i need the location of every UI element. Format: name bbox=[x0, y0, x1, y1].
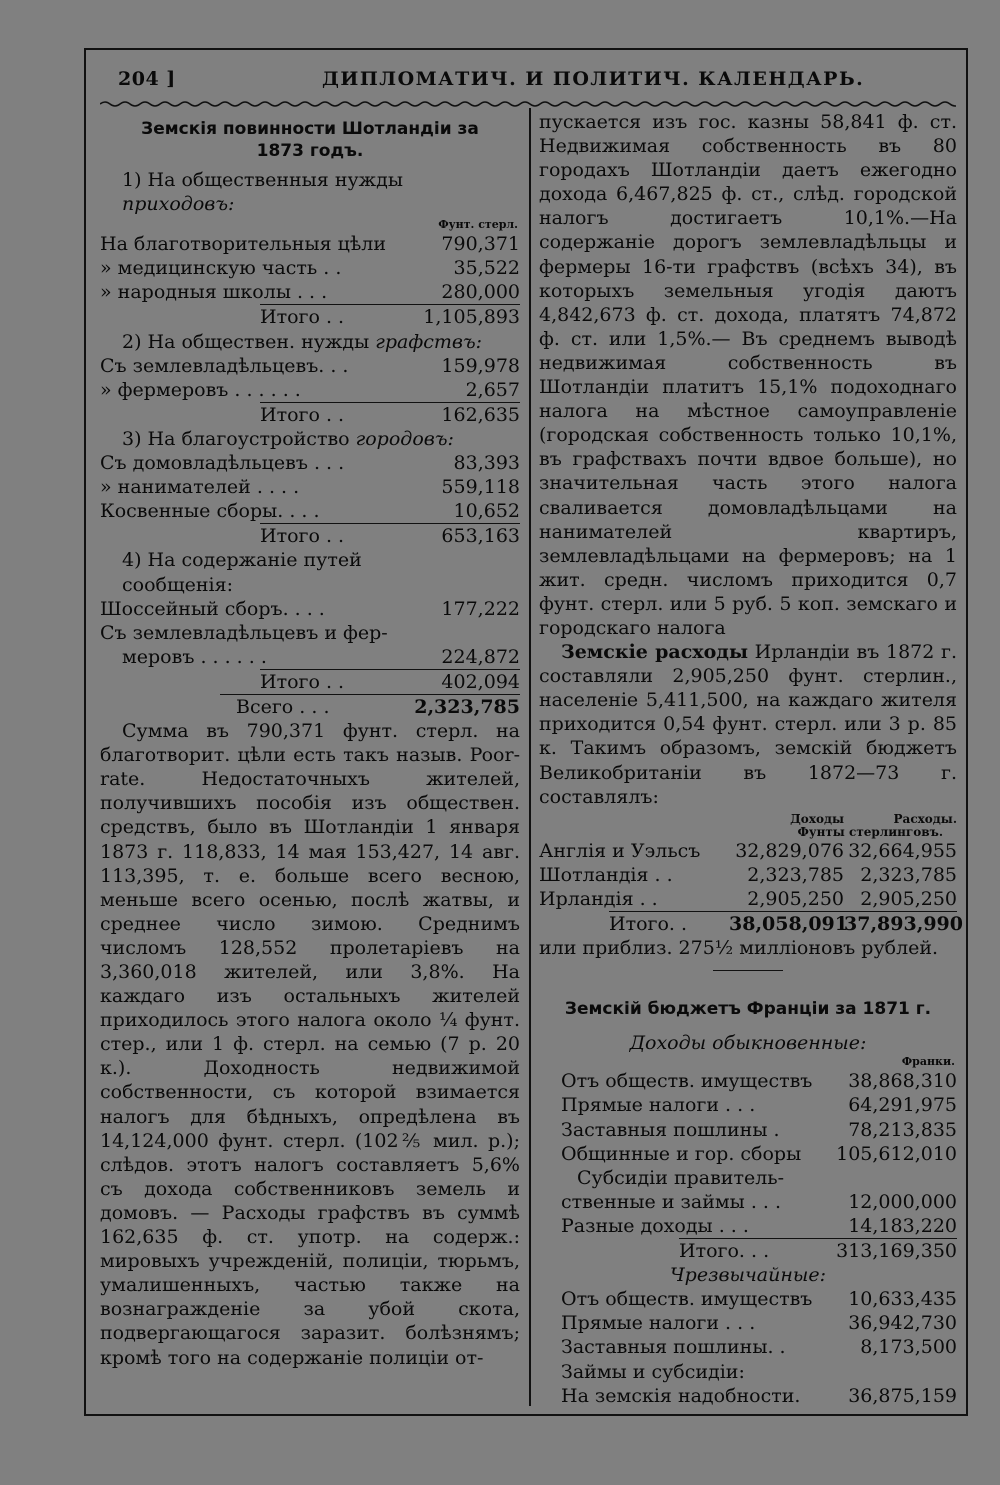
table-row-continued: Займы и субсидіи: bbox=[561, 1360, 745, 1383]
body-paragraph: пускается изъ гос. казны 58,841 ф. ст. Недвижимая собственность въ 80 городахъ Шотландіи даетъ ежегодно дохода 6,467,825 ф. ст., слѣд. городской налогъ достигаетъ 10,1%.—На содержаніе дорогъ землевладѣльцы и фермеры 16-ти графствъ (всѣхъ 34), въ которыхъ земельныя угодія даютъ 4,842,673 ф. ст. дохода, платятъ 74,872 ф. ст. или 1,5%.— Въ среднемъ выводѣ недвижимая собственность въ Шотландіи платитъ 15,1% подоходнаго налога на мѣстное самоуправленіе (городская собственность только 10,1%, въ графствахъ почти вдвое больше), но значительная часть этого налога сваливается домовладѣльцами на нанимателей квартиръ, землевладѣльцами на фермеровъ; на 1 жит. средн. числомъ приходится 0,7 фунт. стерл. или 5 руб. 5 коп. земскаго и городскаго налога bbox=[539, 111, 957, 639]
right-column bbox=[539, 110, 963, 1408]
subsection-heading: Чрезвычайные: bbox=[669, 1264, 826, 1287]
table-row: Съ домовладѣльцевъ . . . 83,393 bbox=[100, 452, 520, 475]
table-row: » нанимателей . . . . 559,118 bbox=[100, 476, 520, 499]
table-row: Косвенные сборы. . . . 10,652 bbox=[100, 500, 520, 523]
subtotal-row: Итого . . 162,635 bbox=[260, 403, 520, 426]
table-row: Общинные и гор. сборы 105,612,010 bbox=[561, 1142, 957, 1165]
section-heading-3: 3) На благоустройство городовъ: bbox=[122, 427, 454, 450]
table-units: Фунты стерлинговъ. bbox=[797, 824, 943, 839]
section-heading-2: 2) На обществен. нужды графствъ: bbox=[122, 330, 483, 353]
table-row: Англія и Уэльсъ 32,829,076 32,664,955 bbox=[539, 839, 957, 862]
table-row: Шотландія . . 2,323,785 2,323,785 bbox=[539, 863, 957, 886]
body-paragraph: Земскіе расходы Ирландіи въ 1872 г. составляли 2,905,250 фунт. стерлин., населеніе 5,411,500, на каждаго жителя приходится 0,54 фунт. стерл. или 3 р. 85 к. Такимъ образомъ, земскій бюджетъ Великобританіи въ 1872—73 г. составлялъ: bbox=[539, 641, 957, 808]
page-number: 204 ] bbox=[118, 68, 176, 90]
table-row: Заставныя пошлины. . 8,173,500 bbox=[561, 1336, 957, 1359]
subtotal-row: Итого . . 402,094 bbox=[260, 670, 520, 693]
table-row: Отъ обществ. имуществъ 38,868,310 bbox=[561, 1070, 957, 1093]
table-row: Заставныя пошлины . 78,213,835 bbox=[561, 1118, 957, 1141]
total-row: Итого. . 38,058,091 37,893,990 bbox=[609, 913, 963, 935]
table-note: или приблиз. 275½ милліоновъ рублей. bbox=[539, 937, 939, 960]
decorative-wavy-rule bbox=[100, 100, 956, 108]
unit-label: Фунт. стерл. bbox=[438, 218, 518, 232]
page-header bbox=[116, 64, 944, 100]
running-title: ДИПЛОМАТИЧ. И ПОЛИТИЧ. КАЛЕНДАРЬ. bbox=[322, 68, 865, 90]
document-page bbox=[84, 48, 968, 1416]
subtotal-row: Итого. . . 313,169,350 bbox=[679, 1240, 957, 1263]
table-row: » фермеровъ . . . . . . 2,657 bbox=[100, 378, 520, 401]
section-heading-1: 1) На общественныя нужды приходовъ: bbox=[122, 169, 403, 216]
table-row: Отъ обществ. имуществъ 10,633,435 bbox=[561, 1288, 957, 1311]
left-column bbox=[100, 110, 520, 1370]
body-paragraph: Сумма въ 790,371 фунт. стерл. на благотворит. цѣли есть такъ назыв. Poor-rate. Недостаточныхъ жителей, получившихъ пособія изъ обществен. средствъ, было въ Шотландіи 1 января 1873 г. 118,833, 14 мая 153,427, 14 авг. 113,395, т. е. больше всего весною, меньше всего осенью, послѣ жатвы, и среднее число зимою. Среднимъ числомъ 128,552 пролетаріевъ на 3,360,018 жителей, или 3,8%. На каждаго изъ остальныхъ жителей приходилось этого налога около ¼ фунт. стер., или 1 ф. стерл. на семью (7 р. 20 к.). Доходность недвижимой собственности, съ которой взимается налогъ для бѣдныхъ, опредѣлена въ 14,124,000 фунт. стерл. (102⅖ мил. р.); слѣдов. этотъ налогъ составляетъ 5,6% съ дохода собственниковъ земель и домовъ. — Расходы графствъ въ суммѣ 162,635 ф. ст. употр. на содерж.: мировыхъ учрежденій, полиціи, тюрьмъ, умалишенныхъ, частью также на вознагражденіе за убой скота, подвергающагося заразит. болѣзнямъ; кромѣ того на содержаніе полиціи от- bbox=[100, 720, 520, 1369]
table-row: » медицинскую часть . . 35,522 bbox=[100, 257, 520, 280]
table-row: » народныя школы . . . 280,000 bbox=[100, 281, 520, 304]
section-title: Земскій бюджетъ Франціи за 1871 г. bbox=[564, 999, 932, 1020]
table-header: Доходы Расходы. bbox=[790, 811, 957, 826]
table-row: меровъ . . . . . . 224,872 bbox=[122, 645, 520, 668]
grand-total-row: Всего . . . 2,323,785 bbox=[220, 694, 520, 719]
table-row: На благотворительныя цѣли 790,371 bbox=[100, 233, 520, 256]
section-title: Земскія повинности Шотландіи за 1873 годъ. bbox=[141, 119, 479, 161]
table-row: Прямые налоги . . . 64,291,975 bbox=[561, 1094, 957, 1117]
column-divider bbox=[529, 108, 531, 1406]
table-row: Ирландія . . 2,905,250 2,905,250 bbox=[539, 887, 957, 910]
subtotal-row: Итого . . 653,163 bbox=[260, 525, 520, 548]
table-row-continued: Съ землевладѣльцевъ и фер- bbox=[100, 621, 388, 644]
unit-label: Франки. bbox=[901, 1055, 955, 1069]
table-row: Съ землевладѣльцевъ. . . 159,978 bbox=[100, 354, 520, 377]
table-row: Шоссейный сборъ. . . . 177,222 bbox=[100, 597, 520, 620]
table-row: ственные и займы . . . 12,000,000 bbox=[561, 1190, 957, 1213]
subsection-heading: Доходы обыкновенные: bbox=[629, 1032, 867, 1055]
table-row: Прямые налоги . . . 36,942,730 bbox=[561, 1312, 957, 1335]
table-row: Разные доходы . . . 14,183,220 bbox=[561, 1214, 957, 1237]
divider bbox=[713, 970, 783, 971]
section-heading-4: 4) На содержаніе путей сообщенія: bbox=[122, 549, 362, 596]
table-row-continued: Субсидіи правитель- bbox=[577, 1166, 785, 1189]
subtotal-row: Итого . . 1,105,893 bbox=[260, 306, 520, 329]
table-row: На земскія надобности. 36,875,159 bbox=[561, 1384, 957, 1407]
